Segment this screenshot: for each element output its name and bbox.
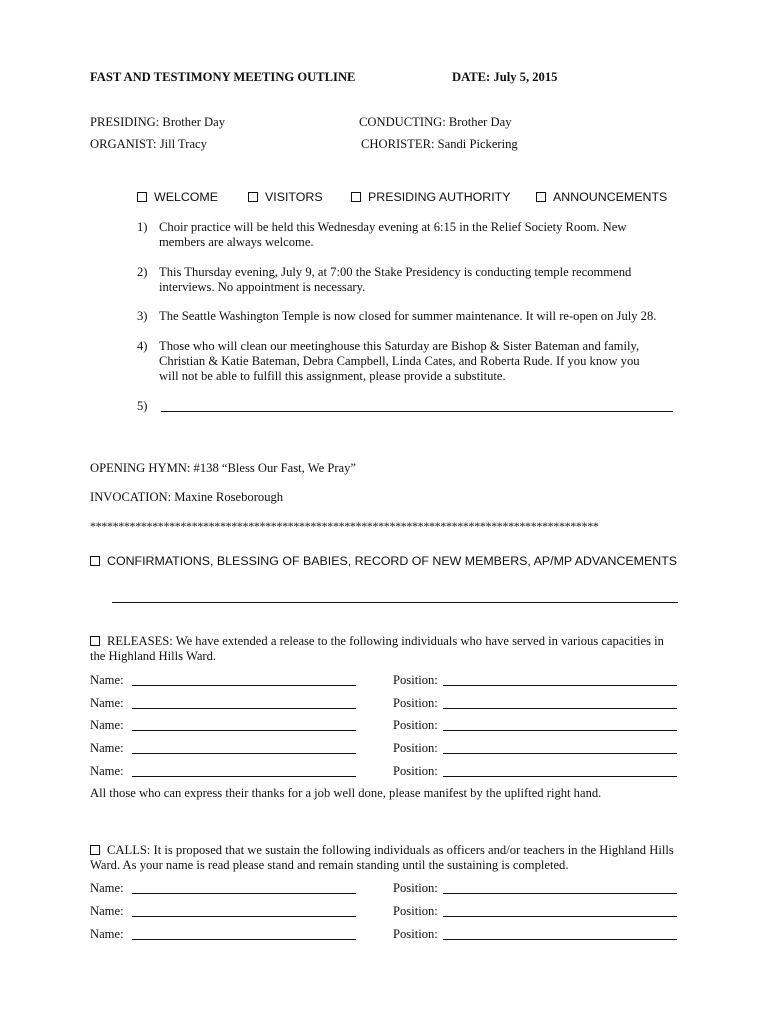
position-line[interactable] <box>443 730 677 731</box>
position-label: Position: <box>393 764 438 778</box>
checklist-label: VISITORS <box>265 190 323 204</box>
meeting-date: DATE: July 5, 2015 <box>452 70 558 84</box>
checkbox-icon[interactable] <box>90 636 100 646</box>
checklist-presiding-authority[interactable] <box>351 190 511 205</box>
announcement-text: This Thursday evening, July 9, at 7:00 the Stake Presidency is conducting temple recommend interviews. No appointment is necessary. <box>159 265 632 294</box>
position-line[interactable] <box>443 916 677 917</box>
checkbox-icon <box>248 192 258 202</box>
checklist-label: ANNOUNCEMENTS <box>553 190 668 204</box>
call-row <box>90 927 680 942</box>
release-row <box>90 696 680 711</box>
name-line[interactable] <box>132 893 356 894</box>
name-line[interactable] <box>132 730 356 731</box>
name-label: Name: <box>90 881 124 895</box>
release-row <box>90 718 680 733</box>
confirmations-label: CONFIRMATIONS, BLESSING OF BABIES, RECORD OF NEW MEMBERS, AP/MP ADVANCEMENTS <box>107 554 678 568</box>
opening-hymn: OPENING HYMN: #138 “Bless Our Fast, We Pray” <box>90 461 356 475</box>
chorister: CHORISTER: Sandi Pickering <box>361 137 518 151</box>
calls-intro <box>90 843 682 873</box>
position-label: Position: <box>393 881 438 895</box>
name-label: Name: <box>90 904 124 918</box>
name-line[interactable] <box>132 685 356 686</box>
position-line[interactable] <box>443 753 677 754</box>
separator: ****************************************************************************************** <box>90 519 599 533</box>
confirmations-blank-line[interactable] <box>112 592 678 603</box>
position-line[interactable] <box>443 893 677 894</box>
invocation: INVOCATION: Maxine Roseborough <box>90 490 284 504</box>
conducting: CONDUCTING: Brother Day <box>359 115 512 129</box>
position-line[interactable] <box>443 685 677 686</box>
name-line[interactable] <box>132 776 356 777</box>
name-line[interactable] <box>132 753 356 754</box>
checkbox-icon <box>137 192 147 202</box>
checkbox-icon <box>536 192 546 202</box>
checkbox-icon[interactable] <box>90 845 100 855</box>
announcement-number: 5) <box>137 399 148 413</box>
position-label: Position: <box>393 673 438 687</box>
announcement-text: The Seattle Washington Temple is now closed for summer maintenance. It will re-open on July 28. <box>159 309 657 323</box>
position-line[interactable] <box>443 708 677 709</box>
organist: ORGANIST: Jill Tracy <box>90 137 207 151</box>
checklist-welcome[interactable] <box>137 190 218 205</box>
name-label: Name: <box>90 764 124 778</box>
position-label: Position: <box>393 927 438 941</box>
announcement-number: 2) <box>137 265 148 279</box>
position-label: Position: <box>393 696 438 710</box>
releases-intro-text: RELEASES: We have extended a release to the following individuals who have served in various capacities in the Highland Hills Ward. <box>90 634 664 663</box>
position-line[interactable] <box>443 939 677 940</box>
name-label: Name: <box>90 696 124 710</box>
confirmations-heading <box>90 554 677 569</box>
checkbox-icon <box>351 192 361 202</box>
announcement-number: 4) <box>137 339 148 353</box>
name-line[interactable] <box>132 939 356 940</box>
position-label: Position: <box>393 718 438 732</box>
announcement-text: Choir practice will be held this Wednesday evening at 6:15 in the Relief Society Room. New members are always welcome. <box>159 220 627 249</box>
presiding: PRESIDING: Brother Day <box>90 115 226 129</box>
page-title: FAST AND TESTIMONY MEETING OUTLINE <box>90 70 356 84</box>
releases-closing: All those who can express their thanks for a job well done, please manifest by the uplifted right hand. <box>90 786 602 800</box>
announcement-number: 1) <box>137 220 148 234</box>
name-label: Name: <box>90 718 124 732</box>
call-row <box>90 881 680 896</box>
checkbox-icon[interactable] <box>90 556 100 566</box>
announcement-blank-line[interactable] <box>161 399 673 412</box>
name-label: Name: <box>90 927 124 941</box>
checklist-label: PRESIDING AUTHORITY <box>368 190 511 204</box>
position-label: Position: <box>393 741 438 755</box>
checklist-label: WELCOME <box>154 190 219 204</box>
checklist-announcements[interactable] <box>536 190 667 205</box>
name-line[interactable] <box>132 708 356 709</box>
calls-intro-text: CALLS: It is proposed that we sustain the following individuals as officers and/or teachers in the Highland Hills Ward. As your name is read please stand and remain standing until the sustaining is completed. <box>90 843 674 872</box>
release-row <box>90 764 680 779</box>
name-label: Name: <box>90 741 124 755</box>
announcement-text: Those who will clean our meetinghouse this Saturday are Bishop & Sister Bateman and family, Christian & Katie Bateman, Debra Campbell, Linda Cates, and Roberta Rude. If you know you will not be able to fulfill this assignment, please provide a substitute. <box>159 339 640 383</box>
release-row <box>90 741 680 756</box>
release-row <box>90 673 680 688</box>
call-row <box>90 904 680 919</box>
position-label: Position: <box>393 904 438 918</box>
checklist-visitors[interactable] <box>248 190 323 205</box>
position-line[interactable] <box>443 776 677 777</box>
releases-intro <box>90 634 680 664</box>
announcement-number: 3) <box>137 309 148 323</box>
name-label: Name: <box>90 673 124 687</box>
name-line[interactable] <box>132 916 356 917</box>
